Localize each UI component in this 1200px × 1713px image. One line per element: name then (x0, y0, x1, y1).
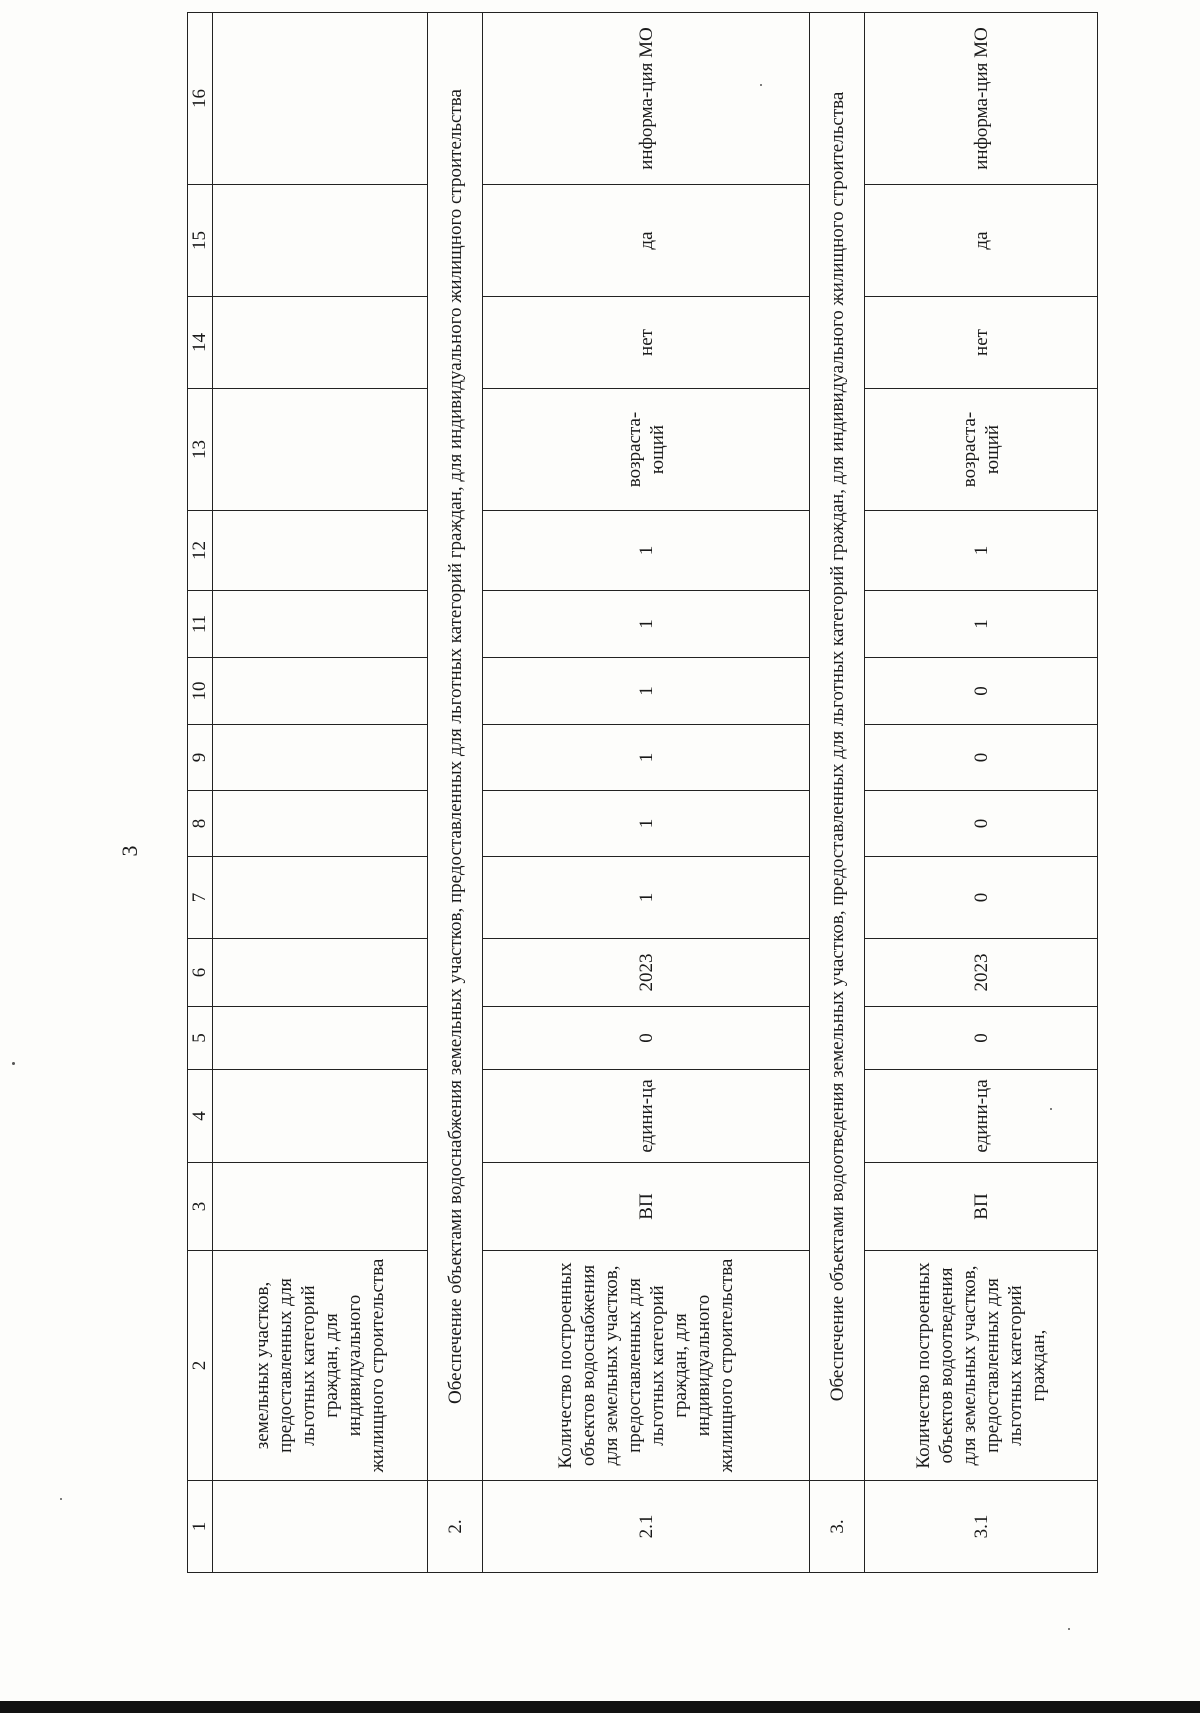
table-cell: 1 (483, 725, 810, 791)
scan-speck (60, 1498, 62, 1500)
table-cell (213, 1163, 428, 1251)
scan-speck (12, 1062, 15, 1065)
row-number: 3.1 (865, 1481, 1098, 1573)
table-cell (213, 185, 428, 297)
table-cell: 0 (865, 658, 1098, 725)
table-cell (213, 791, 428, 857)
table-cell: 0 (865, 857, 1098, 939)
table-cell: 1 (483, 511, 810, 591)
table-cell (213, 658, 428, 725)
scan-speck (1050, 1108, 1052, 1110)
table-cell: едини-ца (865, 1070, 1098, 1163)
table-cell: 1 (483, 658, 810, 725)
table-cell (213, 511, 428, 591)
table-cell (213, 1481, 428, 1573)
table-row-2-1 (483, 13, 810, 1573)
table-cell: 1 (483, 791, 810, 857)
header-cell: 10 (188, 658, 213, 725)
row-number: 2.1 (483, 1481, 810, 1573)
header-cell: 14 (188, 297, 213, 389)
scan-edge-bar (0, 1701, 1200, 1713)
header-cell: 2 (188, 1251, 213, 1481)
header-cell: 5 (188, 1007, 213, 1070)
table-cell: 1 (483, 591, 810, 658)
table-cell: 2023 (483, 939, 810, 1007)
table-cell: да (483, 185, 810, 297)
header-row (188, 13, 213, 1573)
table-cell: 1 (865, 591, 1098, 658)
section-number: 2. (428, 1481, 483, 1573)
indicator-name-cell: Количество построенных объектов водоснабжения для земельных участков, предоставленных для льготных категорий граждан, для индивидуального жилищного строительства (483, 1251, 810, 1481)
header-cell: 9 (188, 725, 213, 791)
table-cell: возраста-ющий (483, 389, 810, 511)
table-cell: нет (865, 297, 1098, 389)
indicator-name-cell: земельных участков, предоставленных для льготных категорий граждан, для индивидуального жилищного строительства (213, 1251, 428, 1481)
table-cell: ВП (483, 1163, 810, 1251)
table-cell (213, 857, 428, 939)
table-cell (213, 13, 428, 185)
table-cell: 0 (865, 725, 1098, 791)
header-cell: 1 (188, 1481, 213, 1573)
rotated-table-wrapper (187, 27, 1077, 1573)
page-number: 3 (117, 845, 142, 857)
header-cell: 4 (188, 1070, 213, 1163)
table-cell (213, 297, 428, 389)
table-cell: информа-ция МО (483, 13, 810, 185)
indicator-name-cell: Количество построенных объектов водоотведения для земельных участков, предоставленных для льготных категорий граждан, (865, 1251, 1098, 1481)
table-cell (213, 591, 428, 658)
header-cell: 16 (188, 13, 213, 185)
table-cell (213, 1007, 428, 1070)
table-cell (213, 1070, 428, 1163)
header-cell: 13 (188, 389, 213, 511)
section-row-3 (810, 13, 865, 1573)
section-title: Обеспечение объектами водоснабжения земельных участков, предоставленных для льготных категорий граждан, для индивидуального жилищного строительства (428, 13, 483, 1481)
table-cell: 1 (865, 511, 1098, 591)
header-cell: 3 (188, 1163, 213, 1251)
table-cell: едини-ца (483, 1070, 810, 1163)
scan-speck (760, 84, 762, 86)
table-cell: информа-ция МО (865, 13, 1098, 185)
section-row-2 (428, 13, 483, 1573)
table-cell: да (865, 185, 1098, 297)
table-row-3-1 (865, 13, 1098, 1573)
header-cell: 11 (188, 591, 213, 658)
header-cell: 8 (188, 791, 213, 857)
header-cell: 7 (188, 857, 213, 939)
header-cell: 15 (188, 185, 213, 297)
table-cell: 0 (483, 1007, 810, 1070)
header-cell: 12 (188, 511, 213, 591)
table-row-continuation (213, 13, 428, 1573)
header-cell: 6 (188, 939, 213, 1007)
table-cell: 1 (483, 857, 810, 939)
table-cell: 0 (865, 1007, 1098, 1070)
section-title: Обеспечение объектами водоотведения земельных участков, предоставленных для льготных категорий граждан, для индивидуального жилищного строительства (810, 13, 865, 1481)
section-number: 3. (810, 1481, 865, 1573)
indicators-table (187, 12, 1098, 1573)
table-cell (213, 389, 428, 511)
table-cell: 2023 (865, 939, 1098, 1007)
table-cell: 0 (865, 791, 1098, 857)
table-cell (213, 725, 428, 791)
table-cell (213, 939, 428, 1007)
table-cell: нет (483, 297, 810, 389)
table-cell: ВП (865, 1163, 1098, 1251)
scan-speck (1068, 1628, 1070, 1630)
table-cell: возраста-ющий (865, 389, 1098, 511)
